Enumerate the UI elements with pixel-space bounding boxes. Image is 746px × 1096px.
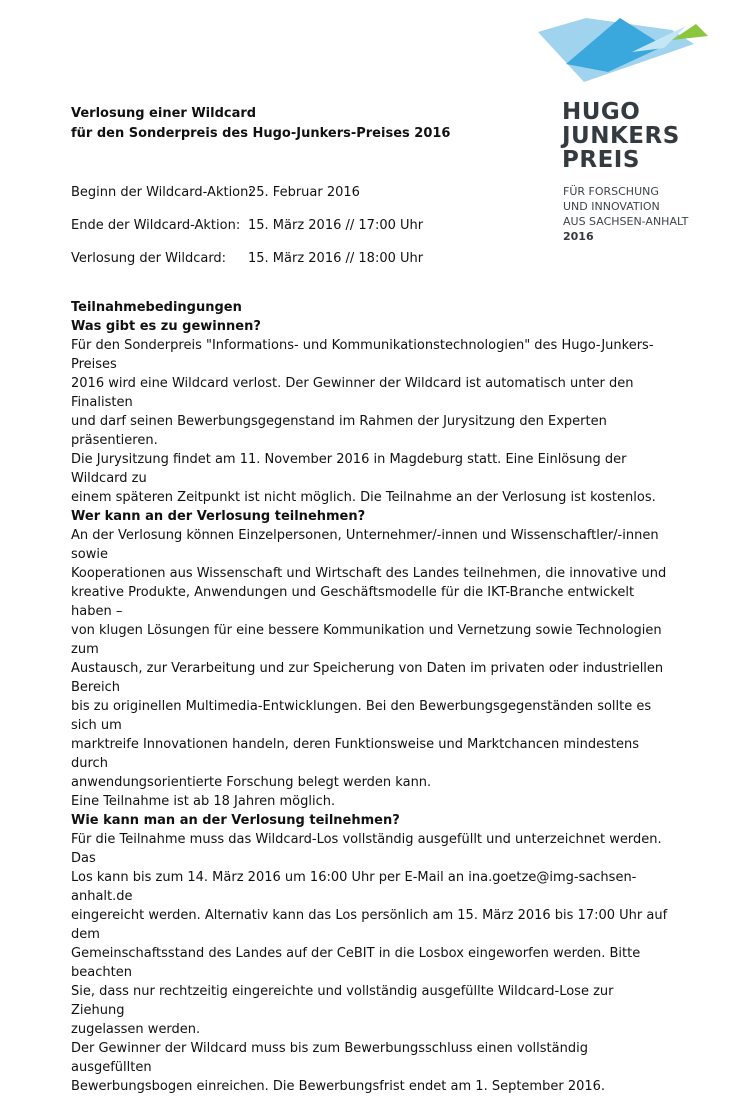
text-line: Die Jurysitzung findet am 11. November 2016 in Magdeburg statt. Eine Einlösung der Wildcard zu (71, 452, 627, 486)
win-heading: Was gibt es zu gewinnen? (71, 319, 261, 334)
date-label: Verlosung der Wildcard: (71, 251, 227, 266)
text-line: von klugen Lösungen für eine bessere Kommunikation und Vernetzung sowie Technologien zum (71, 623, 662, 657)
logo-tagline-1: FÜR FORSCHUNG (563, 185, 659, 198)
text-line: Sie, dass nur rechtzeitig eingereichte und vollständig ausgefüllte Wildcard-Lose zur Ziehung (71, 984, 614, 1018)
text-line: Gemeinschaftsstand des Landes auf der CeBIT in die Losbox eingeworfen werden. Bitte beachten (71, 946, 641, 980)
text-line: anwendungsorientierte Forschung belegt werden kann. (71, 775, 432, 790)
text-line: einem späteren Zeitpunkt ist nicht möglich. Die Teilnahme an der Verlosung ist kostenlos. (71, 490, 656, 505)
text-line: 2016 wird eine Wildcard verlost. Der Gewinner der Wildcard ist automatisch unter den Finalisten (71, 376, 634, 410)
text-line: kreative Produkte, Anwendungen und Geschäftsmodelle für die IKT-Branche entwickelt haben – (71, 585, 635, 619)
how-heading: Wie kann man an der Verlosung teilnehmen? (71, 813, 400, 828)
logo-name-2: JUNKERS (562, 123, 680, 149)
text-line: An der Verlosung können Einzelpersonen, Unternehmer/-innen und Wissenschaftler/-innen sowie (71, 528, 659, 562)
text-line: bis zu originellen Multimedia-Entwicklungen. Bei den Bewerbungsgegenständen sollte es sich um (71, 699, 652, 733)
date-value: 25. Februar 2016 (248, 185, 360, 200)
title-line-1: Verlosung einer Wildcard (71, 106, 257, 121)
document-title (71, 104, 450, 144)
logo-year: 2016 (563, 230, 594, 243)
text-line: Für den Sonderpreis "Informations- und Kommunikationstechnologien" des Hugo-Junkers-Preises (71, 338, 654, 372)
who-heading: Wer kann an der Verlosung teilnehmen? (71, 509, 366, 524)
logo-name-3: PREIS (562, 147, 640, 173)
who-paragraph (71, 526, 671, 792)
date-label: Ende der Wildcard-Aktion: (71, 218, 241, 233)
text-line: Los kann bis zum 14. März 2016 um 16:00 Uhr per E-Mail an ina.goetze@img-sachsen-anhalt.de (71, 870, 637, 904)
how-paragraph (71, 830, 671, 1039)
logo-tagline-3: AUS SACHSEN-ANHALT (563, 215, 689, 228)
date-value: 15. März 2016 // 17:00 Uhr (248, 218, 424, 233)
logo-wordmark (562, 100, 680, 172)
text-line: eingereicht werden. Alternativ kann das Los persönlich am 15. März 2016 bis 17:00 Uhr auf dem (71, 908, 668, 942)
text-line: zugelassen werden. (71, 1022, 201, 1037)
text-line: Für die Teilnahme muss das Wildcard-Los vollständig ausgefüllt und unterzeichnet werden. Das (71, 832, 662, 866)
logo-tagline (563, 184, 688, 244)
conditions-heading: Teilnahmebedingungen (71, 300, 242, 315)
winner-paragraph (71, 1039, 671, 1096)
win-paragraph (71, 336, 671, 507)
text-line: Der Gewinner der Wildcard muss bis zum Bewerbungsschluss einen vollständig ausgefüllten (71, 1041, 588, 1075)
date-value: 15. März 2016 // 18:00 Uhr (248, 251, 424, 266)
logo-tagline-2: UND INNOVATION (563, 200, 660, 213)
logo-name-1: HUGO (562, 99, 641, 125)
text-line: Bewerbungsbogen einreichen. Die Bewerbungsfrist endet am 1. September 2016. (71, 1079, 606, 1094)
text-line: marktreife Innovationen handeln, deren Funktionsweise und Marktchancen mindestens durch (71, 737, 640, 771)
text-line: Kooperationen aus Wissenschaft und Wirtschaft des Landes teilnehmen, die innovative und (71, 566, 667, 581)
conditions-section (71, 298, 671, 1096)
logo-graphic-icon (536, 18, 708, 82)
text-line: Austausch, zur Verarbeitung und zur Speicherung von Daten im privaten oder industriellen Bereich (71, 661, 664, 695)
date-label: Beginn der Wildcard-Aktion: (71, 185, 253, 200)
text-line: und darf seinen Bewerbungsgegenstand im Rahmen der Jurysitzung den Experten präsentieren. (71, 414, 607, 448)
title-line-2: für den Sonderpreis des Hugo-Junkers-Preises 2016 (71, 126, 451, 141)
age-paragraph: Eine Teilnahme ist ab 18 Jahren möglich. (71, 794, 336, 809)
